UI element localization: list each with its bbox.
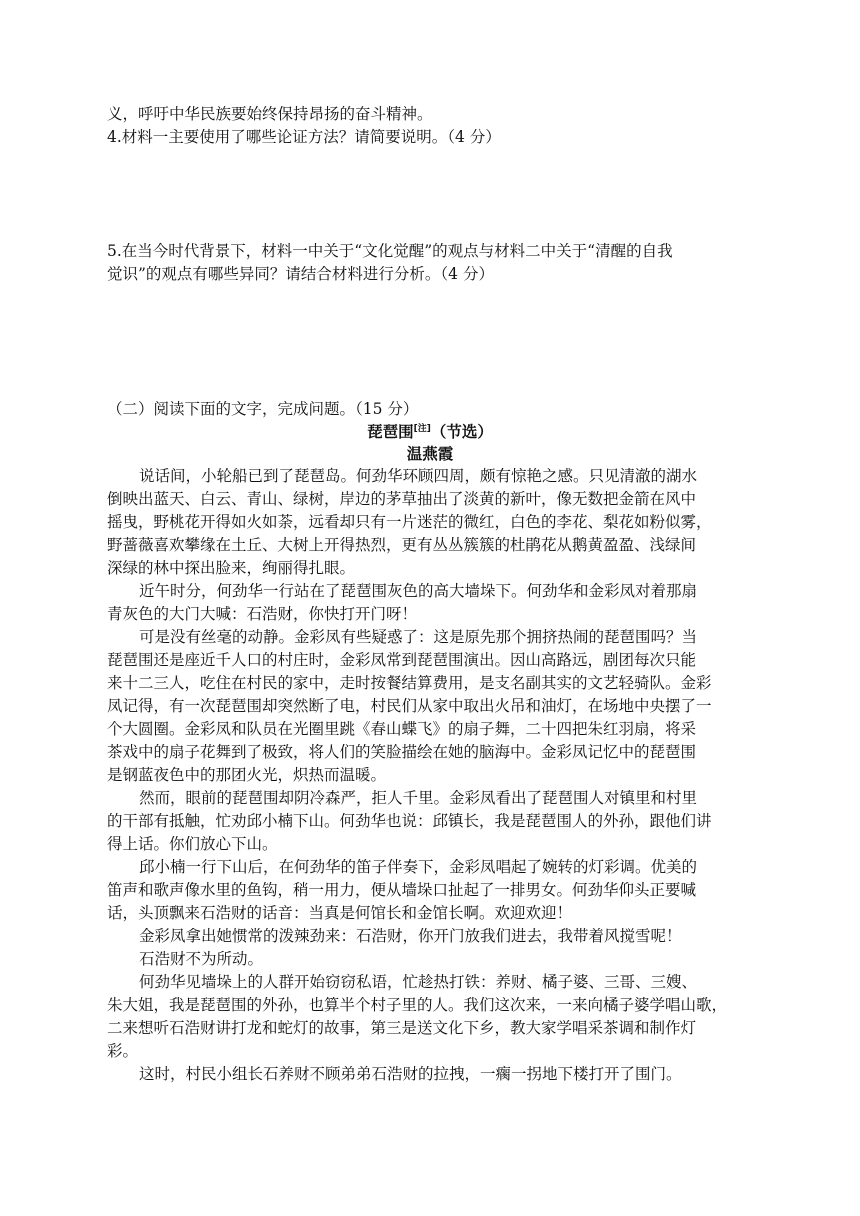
paragraph-line: 可是没有丝毫的动静。金彩凤有些疑惑了：这是原先那个拥挤热闹的琵琶围吗？当 bbox=[139, 628, 698, 646]
paragraph-line: 得上话。你们放心下山。 bbox=[107, 835, 278, 853]
paragraph-line: 这时，村民小组长石养财不顾弟弟石浩财的拉拽，一瘸一拐地下楼打开了围门。 bbox=[139, 1065, 682, 1083]
paragraph-line: 深绿的林中探出脸来，绚丽得扎眼。 bbox=[107, 559, 356, 577]
section-heading: （二）阅读下面的文字，完成问题。（15 分） bbox=[107, 400, 419, 418]
paragraph-line: 琵琶围还是座近千人口的村庄时，金彩凤常到琵琶围演出。因山高路远，剧团每次只能 bbox=[107, 651, 697, 669]
paragraph-line: 笛声和歌声像水里的鱼钩，稍一用力，便从墙垛口扯起了一排男女。何劲华仰头正要喊 bbox=[107, 881, 697, 899]
paragraph-line: 朱大姐，我是琵琶围的外孙，也算半个村子里的人。我们这次来，一来向橘子婆学唱山歌， bbox=[107, 996, 728, 1014]
passage-title bbox=[0, 421, 860, 443]
carryover-line: 义，呼吁中华民族要始终保持昂扬的奋斗精神。 bbox=[107, 105, 433, 123]
paragraph-line: 何劲华见墙垛上的人群开始窃窃私语，忙趁热打铁：养财、橘子婆、三哥、三嫂、 bbox=[139, 973, 698, 991]
paragraph-line: 然而，眼前的琵琶围却阴冷森严，拒人千里。金彩凤看出了琵琶围人对镇里和村里 bbox=[139, 789, 698, 807]
question-5-line-1: 5.在当今时代背景下，材料一中关于“文化觉醒”的观点与材料二中关于“清醒的自我 bbox=[107, 242, 673, 260]
passage-title-suffix: （节选） bbox=[430, 423, 493, 441]
paragraph-line: 石浩财不为所动。 bbox=[139, 950, 264, 968]
paragraph-line: 彩。 bbox=[107, 1042, 139, 1060]
paragraph-line: 凤记得，有一次琵琶围却突然断了电，村民们从家中取出火吊和油灯，在场地中央摆了一 bbox=[107, 697, 712, 715]
paragraph-line: 金彩凤拿出她惯常的泼辣劲来：石浩财，你开门放我们进去，我带着风搅雪呢！ bbox=[139, 927, 682, 945]
passage-title-text: 琵琶围 bbox=[367, 423, 414, 441]
question-5-line-2: 觉识”的观点有哪些异同？请结合材料进行分析。（4 分） bbox=[107, 265, 494, 283]
paragraph-line: 个大圆圈。金彩凤和队员在光圈里跳《春山蝶飞》的扇子舞，二十四把朱红羽扇，将采 bbox=[107, 720, 697, 738]
paragraph-line: 是钢蓝夜色中的那团火光，炽热而温暖。 bbox=[107, 766, 387, 784]
paragraph-line: 来十二三人，吃住在村民的家中，走时按餐结算费用，是支名副其实的文艺轻骑队。金彩 bbox=[107, 674, 712, 692]
paragraph-line: 说话间，小轮船已到了琵琶岛。何劲华环顾四周，颇有惊艳之感。只见清澈的湖水 bbox=[139, 467, 698, 485]
paragraph-line: 倒映出蓝天、白云、青山、绿树，岸边的茅草抽出了淡黄的新叶，像无数把金箭在风中 bbox=[107, 490, 697, 508]
footnote-marker: [注] bbox=[413, 423, 431, 434]
paragraph-line: 的干部有抵触，忙劝邱小楠下山。何劲华也说：邱镇长，我是琵琶围人的外孙，跟他们讲 bbox=[107, 812, 712, 830]
paragraph-line: 话，头顶飘来石浩财的话音：当真是何馆长和金馆长啊。欢迎欢迎！ bbox=[107, 904, 573, 922]
paragraph-line: 摇曳，野桃花开得如火如荼，远看却只有一片迷茫的微红，白色的李花、梨花如粉似雾， bbox=[107, 513, 712, 531]
paragraph-line: 二来想听石浩财讲打龙和蛇灯的故事，第三是送文化下乡，教大家学唱采茶调和制作灯 bbox=[107, 1019, 697, 1037]
paragraph-line: 茶戏中的扇子花舞到了极致，将人们的笑脸描绘在她的脑海中。金彩凤记忆中的琵琶围 bbox=[107, 743, 697, 761]
question-4: 4.材料一主要使用了哪些论证方法？请简要说明。（4 分） bbox=[107, 128, 501, 146]
paragraph-line: 野蔷薇喜欢攀缘在土丘、大树上开得热烈，更有丛丛簇簇的杜鹃花从鹅黄盈盈、浅绿间 bbox=[107, 536, 697, 554]
paragraph-line: 邱小楠一行下山后，在何劲华的笛子伴奏下，金彩凤唱起了婉转的灯彩调。优美的 bbox=[139, 858, 698, 876]
paragraph-line: 青灰色的大门大喊：石浩财，你快打开门呀！ bbox=[107, 605, 418, 623]
paragraph-line: 近午时分，何劲华一行站在了琵琶围灰色的高大墙垛下。何劲华和金彩凤对着那扇 bbox=[139, 582, 698, 600]
passage-author: 温燕霞 bbox=[406, 445, 454, 463]
